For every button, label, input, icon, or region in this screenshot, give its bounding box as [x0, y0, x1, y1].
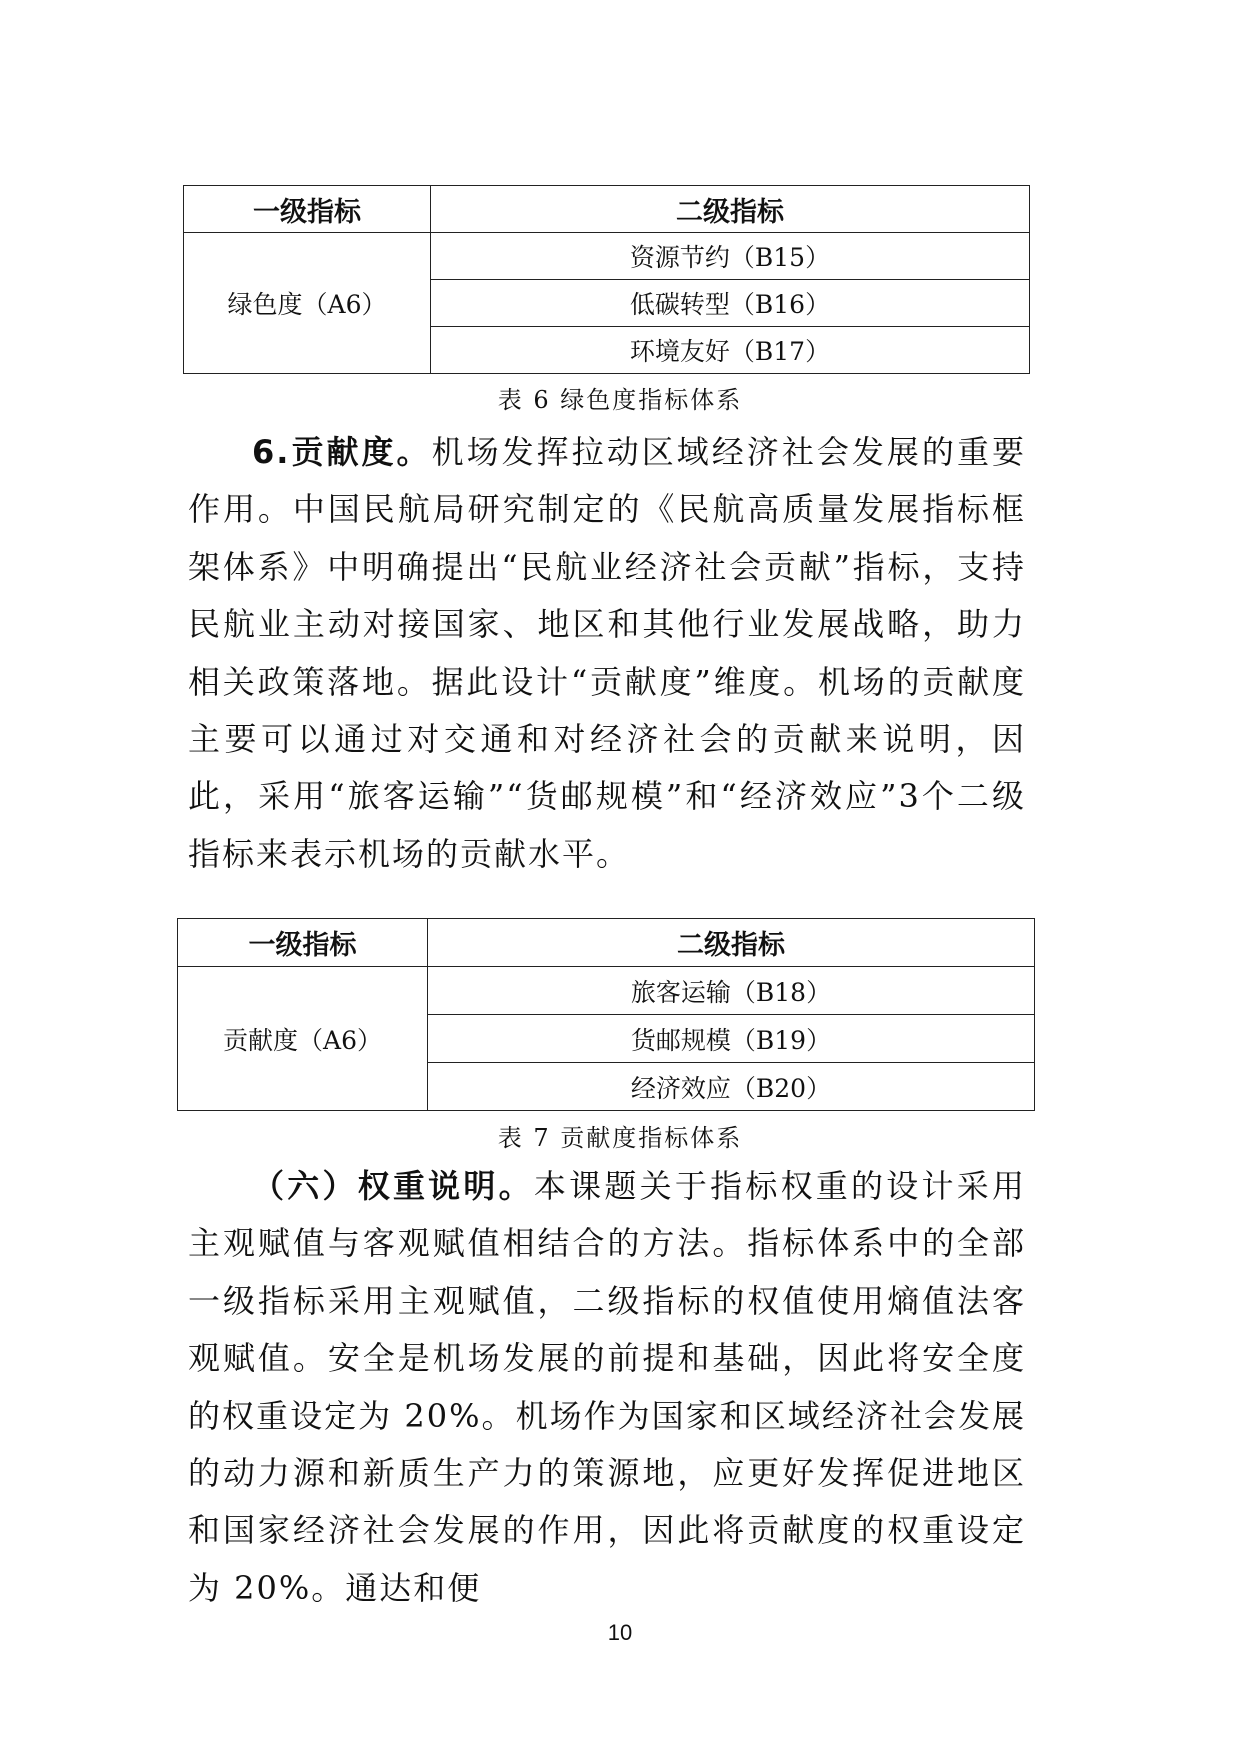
- table-header-row: [184, 186, 1030, 233]
- paragraph-lead: 6.贡献度。: [252, 433, 432, 471]
- primary-indicator-cell: 贡献度（A6）: [178, 967, 428, 1111]
- body-paragraph: [188, 424, 1026, 883]
- paragraph-text: 本课题关于指标权重的设计采用主观赋值与客观赋值相结合的方法。指标体系中的全部一级指标采用主观赋值，二级指标的权值使用熵值法客观赋值。安全是机场发展的前提和基础，因此将安全度的权重设定为 20%。机场作为国家和区域经济社会发展的动力源和新质生产力的策源地，应更好发挥促进地区和国家经济社会发展的作用，因此将贡献度的权重设定为 20%。通达和便: [188, 1167, 1026, 1607]
- table-header-row: [178, 919, 1035, 967]
- primary-indicator-cell: 绿色度（A6）: [184, 233, 431, 374]
- green-degree-indicator-table: [183, 185, 1030, 374]
- table-caption: 表 7 贡献度指标体系: [497, 1124, 743, 1152]
- body-paragraph: [188, 1158, 1026, 1617]
- secondary-indicator-cell: 经济效应（B20）: [428, 1063, 1035, 1111]
- header-secondary-indicator: 二级指标: [428, 919, 1035, 967]
- contribution-degree-indicator-table: [177, 918, 1035, 1111]
- header-primary-indicator: 一级指标: [178, 919, 428, 967]
- secondary-indicator-cell: 资源节约（B15）: [431, 233, 1030, 280]
- table-row: [178, 967, 1035, 1015]
- paragraph-lead: （六）权重说明。: [252, 1167, 534, 1205]
- paragraph-text: 机场发挥拉动区域经济社会发展的重要作用。中国民航局研究制定的《民航高质量发展指标框架体系》中明确提出“民航业经济社会贡献”指标，支持民航业主动对接国家、地区和其他行业发展战略，助力相关政策落地。据此设计“贡献度”维度。机场的贡献度主要可以通过对交通和对经济社会的贡献来说明，因此，采用“旅客运输”“货邮规模”和“经济效应”3个二级指标来表示机场的贡献水平。: [188, 433, 1026, 873]
- header-secondary-indicator: 二级指标: [431, 186, 1030, 233]
- table-caption: 表 6 绿色度指标体系: [497, 386, 743, 414]
- secondary-indicator-cell: 环境友好（B17）: [431, 327, 1030, 374]
- secondary-indicator-cell: 低碳转型（B16）: [431, 280, 1030, 327]
- secondary-indicator-cell: 货邮规模（B19）: [428, 1015, 1035, 1063]
- table-row: [184, 233, 1030, 280]
- page-number: 10: [607, 1620, 633, 1645]
- secondary-indicator-cell: 旅客运输（B18）: [428, 967, 1035, 1015]
- header-primary-indicator: 一级指标: [184, 186, 431, 233]
